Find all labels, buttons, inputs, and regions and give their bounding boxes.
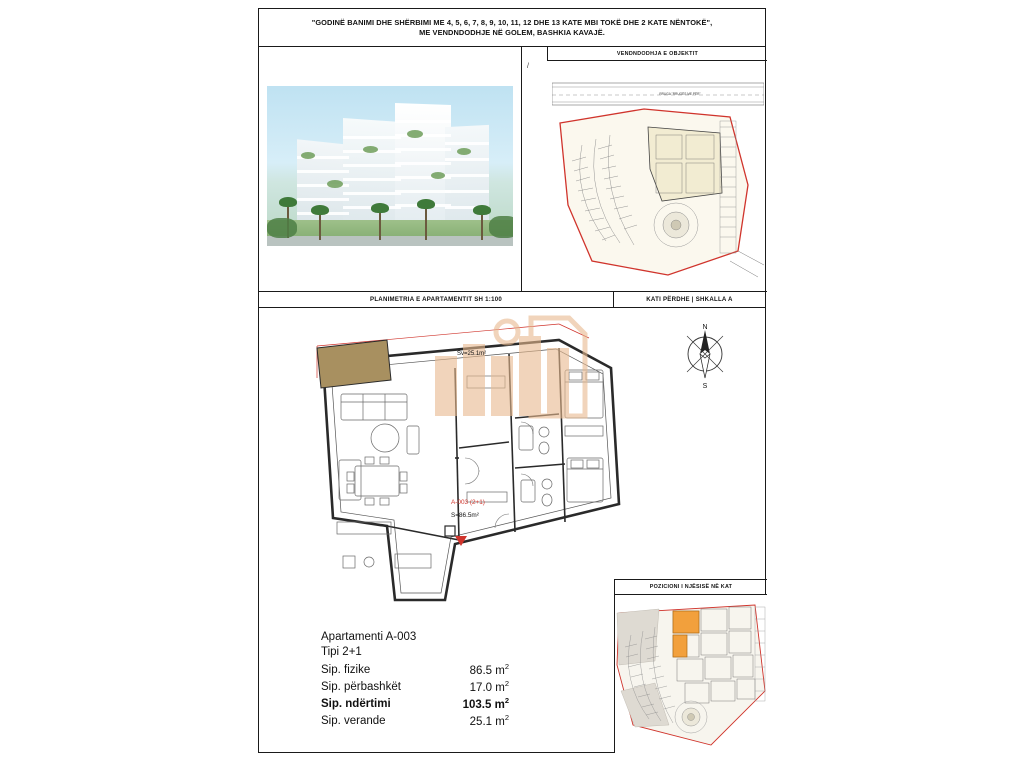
building-render-cell: [259, 47, 522, 292]
svg-text:S: S: [702, 383, 708, 390]
spec-value-text: 25.1 m: [469, 716, 505, 729]
site-road: [552, 83, 764, 105]
unit-code-label: A-003 (2+1): [451, 499, 485, 506]
spec-value-unit: 2: [504, 696, 509, 706]
floor-plan-area: [259, 308, 765, 618]
site-access-road: [730, 251, 764, 277]
floor-title-label: KATI PËRDHE | SHKALLA A: [646, 296, 733, 303]
veranda-area-label: Sv=25.1m²: [457, 351, 487, 357]
spec-value-unit: 2: [504, 679, 509, 689]
site-plan-drawing: [552, 65, 764, 285]
render-palm-tree: [319, 212, 321, 240]
render-greenery: [407, 130, 423, 138]
spec-row-verande: [321, 713, 571, 730]
render-greenery: [457, 148, 471, 155]
veranda-area: [317, 340, 391, 388]
svg-text:RRUGA "RRUGËS ME PËR": RRUGA "RRUGËS ME PËR": [659, 92, 701, 96]
spec-row-perbashket: [321, 679, 571, 696]
key-plan-drawing: [615, 595, 767, 753]
spec-row-ndertimi: [321, 696, 571, 713]
render-balcony-line: [343, 178, 401, 181]
title-block: [259, 9, 765, 47]
render-balcony-line: [395, 162, 451, 165]
spec-value-unit: 2: [504, 662, 509, 671]
spec-value-text: 86.5 m: [469, 664, 505, 677]
spec-label: Sip. ndërtimi: [321, 698, 391, 711]
compass-rose: [687, 324, 723, 390]
render-balcony-line: [297, 198, 349, 201]
unit-area-label: S=86.5m²: [451, 512, 479, 519]
spec-value: [447, 662, 509, 679]
spec-label: Sip. verande: [321, 715, 386, 728]
spec-value-text: 17.0 m: [469, 681, 505, 694]
render-road: [267, 236, 513, 246]
render-balcony-line: [395, 148, 451, 151]
spec-label: Sip. fizike: [321, 664, 371, 676]
plan-title-band: [259, 292, 765, 308]
render-balcony-line: [395, 120, 451, 123]
render-greenery: [301, 152, 315, 159]
render-balcony-line: [445, 190, 489, 193]
render-balcony-line: [445, 158, 489, 161]
apartment-name: Apartamenti A-003: [321, 631, 417, 643]
render-balcony-line: [343, 164, 401, 167]
render-balcony-line: [297, 170, 349, 173]
upper-row: [259, 47, 765, 292]
floor-plan-drawing: [259, 308, 765, 618]
spec-value: [447, 713, 509, 730]
spec-label: Sip. përbashkët: [321, 681, 401, 694]
render-balcony-line: [445, 142, 489, 145]
project-title-line-1: "GODINË BANIMI DHE SHËRBIMI ME 4, 5, 6, 7, 8, 9, 10, 11, 12 DHE 13 KATE MBI TOKË DHE 2 KATE NËNTOKË",: [311, 17, 713, 27]
drawing-sheet: [258, 8, 766, 753]
apartment-specs: [321, 631, 571, 731]
render-greenery: [363, 146, 378, 153]
building-render-image: [267, 86, 513, 246]
project-title-line-2: ME VENDNDODHJE NË GOLEM, BASHKIA KAVAJË.: [419, 27, 605, 37]
render-balcony-line: [445, 174, 489, 177]
spec-value-unit: 2: [504, 713, 509, 723]
plan-title-label: PLANIMETRIA E APARTAMENTIT SH 1:100: [259, 292, 614, 307]
render-greenery: [327, 180, 343, 188]
render-balcony-line: [343, 136, 401, 139]
render-balcony-line: [395, 190, 451, 193]
spec-value: [447, 696, 509, 713]
render-balcony-line: [395, 134, 451, 137]
svg-text:N: N: [702, 324, 708, 331]
site-plan-cell: [522, 47, 767, 292]
position-band: POZICIONI I NJËSISË NË KAT: [614, 579, 767, 595]
render-palm-tree: [481, 212, 483, 240]
render-greenery: [489, 216, 513, 238]
site-slash-mark: /: [527, 63, 529, 70]
site-plan-header: VENDNDODHJA E OBJEKTIT: [547, 47, 767, 61]
spec-row-fizike: [321, 662, 571, 679]
key-plan-cell: [614, 595, 767, 753]
render-palm-tree: [425, 206, 427, 240]
spec-value: [447, 679, 509, 696]
render-greenery: [431, 172, 445, 179]
render-balcony-line: [343, 192, 401, 195]
render-palm-tree: [379, 210, 381, 240]
site-building-footprint: [648, 127, 722, 201]
render-greenery: [267, 218, 297, 238]
apartment-type: Tipi 2+1: [321, 646, 362, 658]
spec-value-text: 103.5 m: [462, 699, 505, 712]
